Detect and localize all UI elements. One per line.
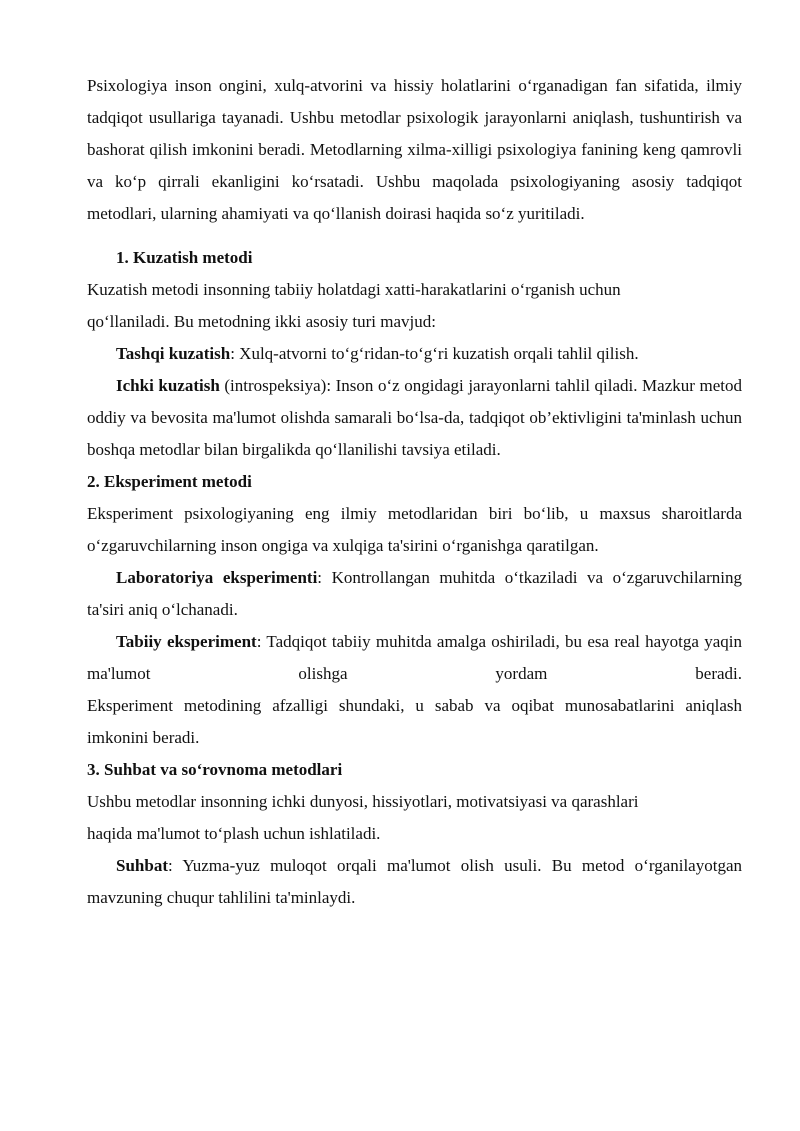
spacer: [87, 230, 742, 242]
external-observation-item: [87, 338, 742, 370]
laboratory-experiment-text: : Kontrollangan muhitda o‘tkaziladi va o‘zgaruvchilarning ta'siri aniq o‘lchanadi.: [87, 568, 742, 619]
internal-observation-term: Ichki kuzatish: [116, 376, 220, 395]
experiment-conclusion: Eksperiment metodining afzalligi shundaki, u sabab va oqibat munosabatlarini aniqlash imkonini beradi.: [87, 696, 742, 747]
external-observation-text: : Xulq-atvorni to‘g‘ridan-to‘g‘ri kuzatish orqali tahlil qilish.: [230, 344, 639, 363]
interview-intro-line-1: Ushbu metodlar insonning ichki dunyosi, hissiyotlari, motivatsiyasi va qarashlari: [87, 792, 639, 811]
section-heading-experiment: 2. Eksperiment metodi: [87, 472, 252, 491]
section-heading-interview-survey: 3. Suhbat va so‘rovnoma metodlari: [87, 760, 343, 779]
observation-intro-line-1: Kuzatish metodi insonning tabiiy holatdagi xatti-harakatlarini o‘rganish uchun: [87, 280, 621, 299]
interview-intro-line-2: haqida ma'lumot to‘plash uchun ishlatiladi.: [87, 824, 381, 843]
natural-experiment-term: Tabiiy eksperiment: [116, 632, 257, 651]
internal-observation-text: (introspeksiya): Inson o‘z ongidagi jarayonlarni tahlil qiladi. Mazkur metod oddiy va bevosita ma'lumot olishda samarali bo‘lsa-da, tadqiqot ob’ektivligini ta'minlash uchun boshqa metodlar bilan birgalikda qo‘llanilishi tavsiya etiladi.: [87, 376, 742, 459]
interview-item: [87, 850, 742, 914]
experiment-intro: Eksperiment psixologiyaning eng ilmiy metodlaridan biri bo‘lib, u maxsus sharoitlarda o‘zgaruvchilarning inson ongiga va xulqiga ta'sirini o‘rganishga qaratilgan.: [87, 504, 742, 555]
intro-paragraph: Psixologiya inson ongini, xulq-atvorini va hissiy holatlarini o‘rganadigan fan sifatida, ilmiy tadqiqot usullariga tayanadi. Ushbu metodlar psixologik jarayonlarni aniqlash, tushuntirish va bashorat qilish imkonini beradi. Metodlarning xilma-xilligi psixologiya fanining keng qamrovli va ko‘p qirrali ekanligini ko‘rsatadi. Ushbu maqolada psixologiyaning asosiy tadqiqot metodlari, ularning ahamiyati va qo‘llanish doirasi haqida so‘z yuritiladi.: [87, 76, 742, 223]
interview-term: Suhbat: [116, 856, 168, 875]
internal-observation-item: [87, 370, 742, 466]
observation-intro-line-2: qo‘llaniladi. Bu metodning ikki asosiy turi mavjud:: [87, 312, 436, 331]
natural-experiment-item: [87, 626, 742, 690]
natural-experiment-text: : Tadqiqot tabiiy muhitda amalga oshiriladi, bu esa real hayotga yaqin ma'lumot olishga yordam beradi.: [87, 632, 742, 683]
laboratory-experiment-item: [87, 562, 742, 626]
external-observation-term: Tashqi kuzatish: [116, 344, 231, 363]
document-page: [87, 70, 742, 914]
laboratory-experiment-term: Laboratoriya eksperimenti: [116, 568, 318, 587]
interview-text: : Yuzma-yuz muloqot orqali ma'lumot olish usuli. Bu metod o‘rganilayotgan mavzuning chuqur tahlilini ta'minlaydi.: [87, 856, 742, 907]
section-heading-observation: 1. Kuzatish metodi: [116, 248, 253, 267]
